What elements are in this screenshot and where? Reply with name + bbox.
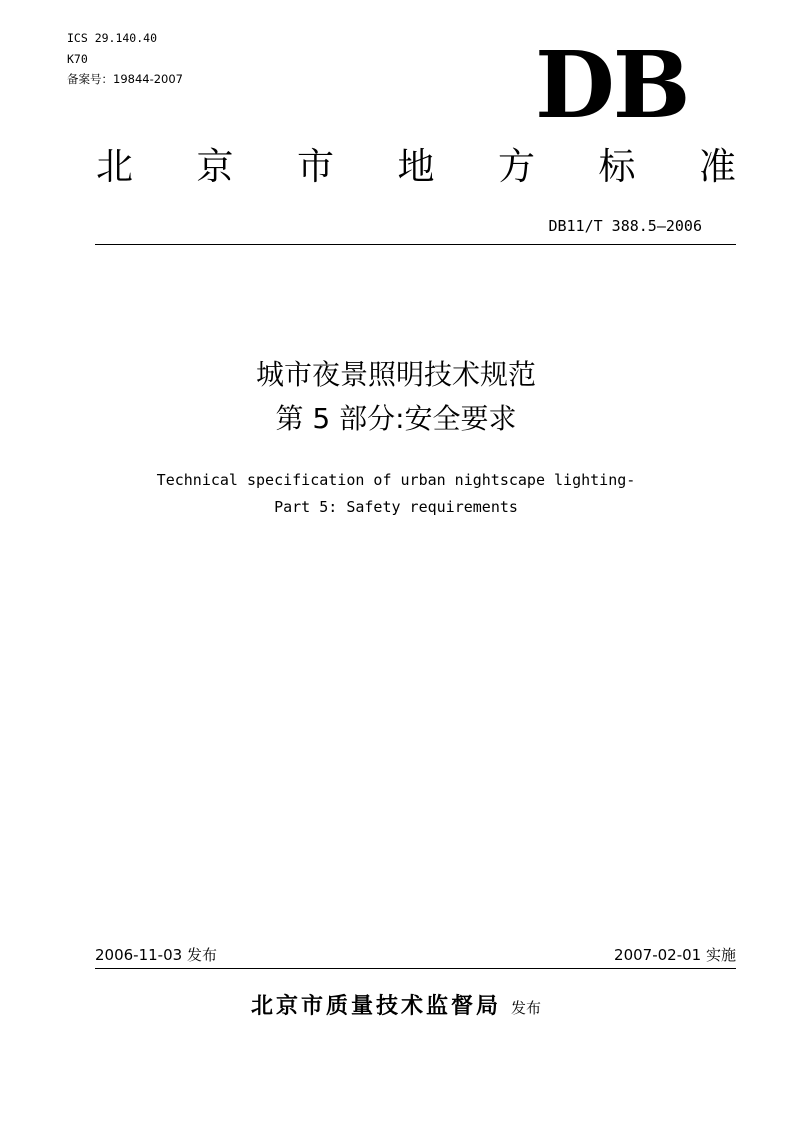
standard-title-char: 准 bbox=[699, 145, 736, 188]
issuer bbox=[0, 990, 792, 1025]
standard-title-char: 标 bbox=[598, 145, 636, 188]
standard-number: DB11/T 388.5—2006 bbox=[548, 217, 702, 235]
issuer-name: 北京市质量技术监督局 bbox=[250, 994, 501, 1019]
issue-date: 2006-11-03 发布 bbox=[95, 946, 217, 964]
db-logo: DB bbox=[535, 31, 689, 139]
document-subtitle-en: Part 5: Safety requirements bbox=[274, 498, 518, 516]
ics-code: ICS 29.140.40 bbox=[67, 31, 158, 45]
standard-title-char: 京 bbox=[196, 145, 234, 188]
standard-title-char: 市 bbox=[297, 145, 334, 188]
classification-code: K70 bbox=[67, 52, 88, 66]
footer-divider bbox=[95, 968, 736, 969]
document-subtitle-cn: 第 5 部分:安全要求 bbox=[275, 402, 517, 435]
document-title-cn: 城市夜景照明技术规范 bbox=[255, 358, 536, 391]
standard-title-char: 北 bbox=[96, 145, 133, 188]
standard-title-char: 地 bbox=[397, 145, 435, 188]
standard-type-title bbox=[96, 141, 736, 193]
header-divider bbox=[95, 244, 736, 245]
record-number: 备案号：19844-2007 bbox=[67, 72, 183, 86]
document-title-en: Technical specification of urban nightscape lighting- bbox=[156, 471, 636, 489]
issuer-suffix: 发布 bbox=[511, 999, 542, 1017]
implementation-date: 2007-02-01 实施 bbox=[614, 946, 736, 964]
standard-title-char: 方 bbox=[498, 145, 535, 188]
